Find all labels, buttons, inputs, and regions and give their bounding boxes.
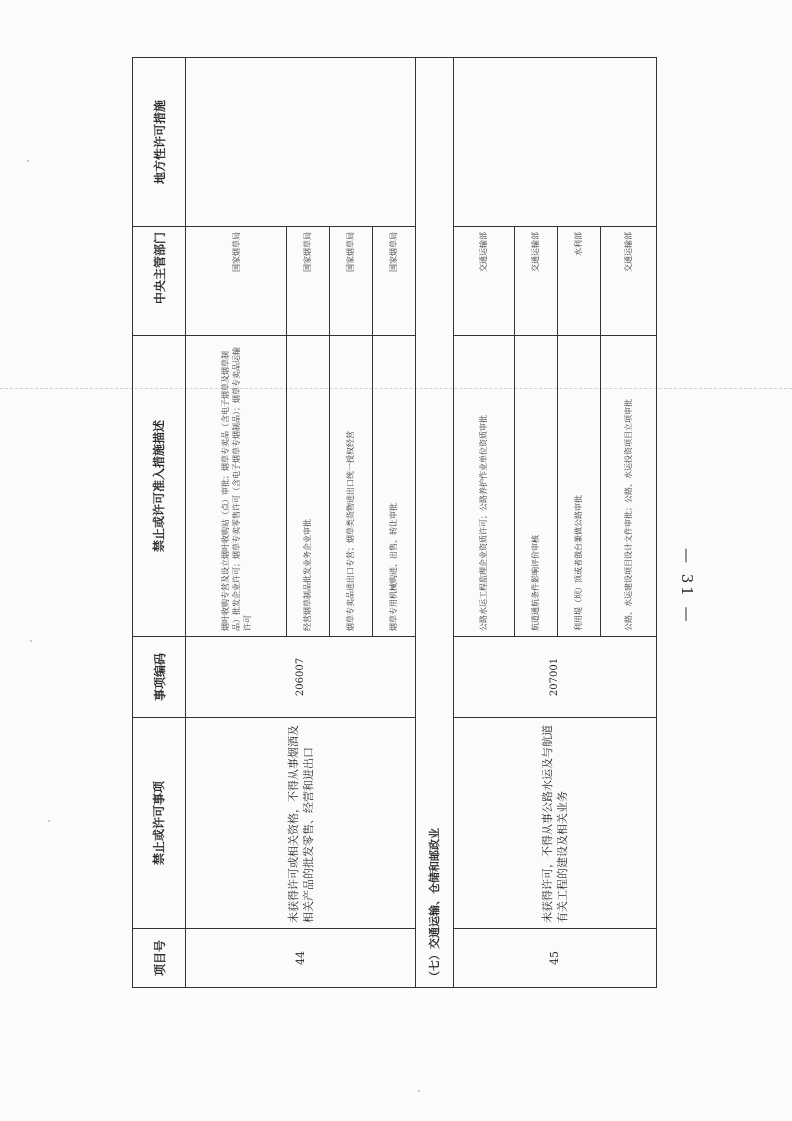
row45-code: 207001 (453, 637, 656, 718)
row45-dept-3: 水利部 (557, 227, 600, 336)
permit-table (132, 57, 657, 988)
header-item: 禁止或许可事项 (133, 718, 186, 929)
header-dept: 中央主管部门 (133, 227, 186, 336)
row44-code: 206007 (186, 637, 415, 718)
row45-measure-4: 公路、水运建设项目设计文件审批；公路、水运投资项目立项审批 (600, 336, 656, 637)
scan-speck (27, 160, 29, 162)
row45-measure-2: 航道通航条件影响评价审核 (514, 336, 557, 637)
row44-dept-2: 国家烟草局 (286, 227, 329, 336)
row44-dept-3: 国家烟草局 (329, 227, 372, 336)
scan-speck (418, 1090, 420, 1092)
page-number: — 31 — (678, 548, 696, 625)
row45-measure-1: 公路水运工程监理企业资质许可；公路养护作业单位资质审批 (453, 336, 514, 637)
row44-measure-2: 经营烟草制品批发业务企业审批 (286, 336, 329, 637)
section-title: （七）交通运输、仓储和邮政业 (415, 58, 453, 988)
row44-measure-1: 烟叶收购专营及设立烟叶收购站（点）审批；烟草专卖品（含电子烟草及烟草制品）批发企业许可；烟草专卖零售许可（含电子烟草专烟制品）；烟草专卖品运输许可 (186, 336, 286, 637)
row44-dept-1: 国家烟草局 (186, 227, 286, 336)
header-no: 项目号 (133, 929, 186, 988)
row45-no: 45 (453, 929, 656, 988)
row44-no: 44 (186, 929, 415, 988)
row45-item: 未获得许可，不得从事公路水运及与航道有关工程的建设及相关业务 (453, 718, 656, 929)
row44-measure-3: 烟草专卖品进出口专营；烟草类货物进出口统一授权经营 (329, 336, 372, 637)
scan-speck (48, 820, 50, 822)
scan-speck (30, 640, 32, 642)
table-header-row (133, 58, 186, 988)
section-row (415, 58, 453, 988)
header-measures: 禁止或许可准入措施描述 (133, 336, 186, 637)
row44-dept-4: 国家烟草局 (372, 227, 415, 336)
table-row (186, 58, 286, 988)
header-code: 事项编码 (133, 637, 186, 718)
header-local: 地方性许可措施 (133, 58, 186, 227)
permit-table-rotated (132, 100, 657, 988)
row45-local (453, 58, 656, 227)
table-row (453, 58, 514, 988)
row44-measure-4: 烟草专用机械购进、出售、转让审批 (372, 336, 415, 637)
row45-dept-1: 交通运输部 (453, 227, 514, 336)
row44-local (186, 58, 415, 227)
row45-measure-3: 利用堤（坝）顶或者戗台兼做公路审批 (557, 336, 600, 637)
row45-dept-2: 交通运输部 (514, 227, 557, 336)
row45-dept-4: 交通运输部 (600, 227, 656, 336)
row44-item: 未获得许可或相关资格，不得从事烟酒及相关产品的批发零售、经营和进出口 (186, 718, 415, 929)
